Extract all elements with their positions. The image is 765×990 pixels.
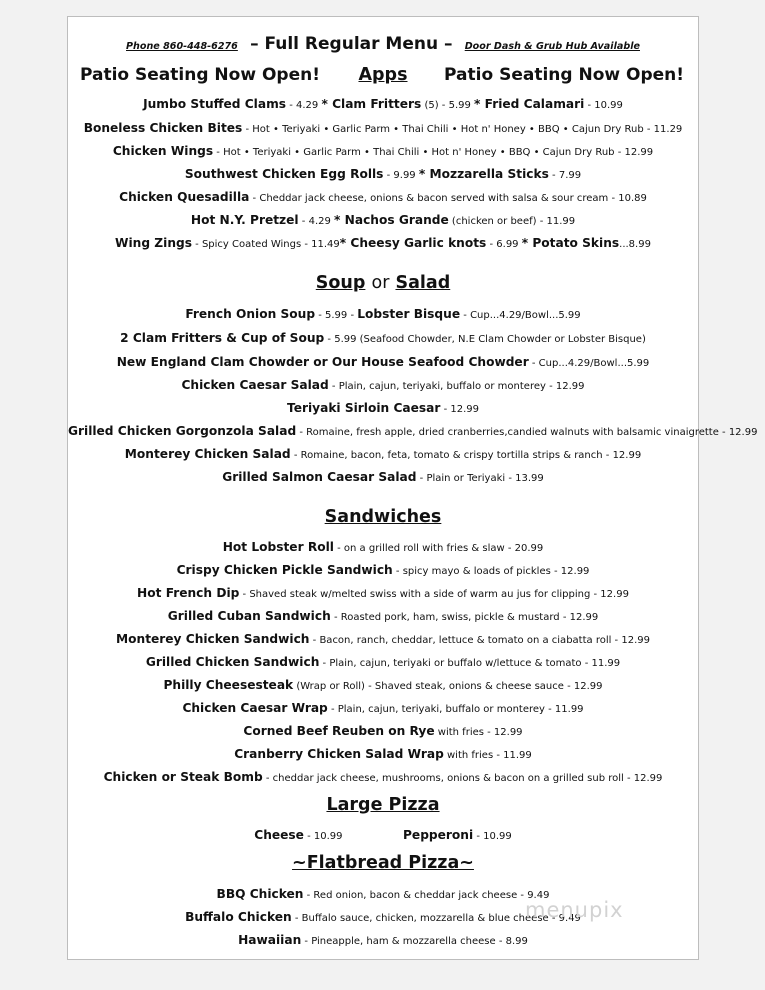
item-name: Chicken Quesadilla xyxy=(119,190,250,204)
item-desc: - cheddar jack cheese, mushrooms, onions & bacon on a grilled sub roll - 12.99 xyxy=(262,773,663,784)
item-desc: - Cheddar jack cheese, onions & bacon served with salsa & sour cream - 10.89 xyxy=(249,193,647,204)
item-name: Boneless Chicken Bites xyxy=(83,121,243,135)
item-desc: - Roasted pork, ham, swiss, pickle & mustard - 12.99 xyxy=(330,612,599,623)
menu-item xyxy=(68,655,698,671)
item-name: * Clam Fritters xyxy=(321,97,422,111)
menu-item xyxy=(68,190,698,206)
item-name: Buffalo Chicken xyxy=(185,910,292,924)
item-name: Grilled Chicken Gorgonzola Salad xyxy=(68,424,297,438)
menu-item xyxy=(68,307,698,323)
menu-item xyxy=(68,563,698,579)
item-desc: - 6.99 xyxy=(486,239,522,250)
menu-item xyxy=(68,378,698,394)
patio-note-left: Patio Seating Now Open! xyxy=(80,65,320,85)
item-desc: with fries - 11.99 xyxy=(443,750,532,761)
item-desc: - Plain, cajun, teriyaki, buffalo or monterey - 11.99 xyxy=(327,704,584,715)
item-desc: - 12.99 xyxy=(440,404,479,415)
item-desc: - Spicy Coated Wings - 11.49 xyxy=(191,239,340,250)
item-name: Hawaiian xyxy=(238,933,302,947)
heading-soup: Soup xyxy=(315,273,366,293)
header-line xyxy=(68,34,698,54)
item-name: Grilled Cuban Sandwich xyxy=(167,609,331,623)
item-name: BBQ Chicken xyxy=(216,887,304,901)
item-desc: - Cup...4.29/Bowl...5.99 xyxy=(528,358,650,369)
menu-page xyxy=(67,16,758,960)
menu-item xyxy=(68,167,698,183)
item-name: Chicken Caesar Salad xyxy=(181,378,329,392)
menu-item xyxy=(68,609,698,625)
menu-item xyxy=(68,401,698,417)
watermark: menupix xyxy=(525,898,624,922)
item-name: Pepperoni xyxy=(403,828,474,842)
menu-item xyxy=(68,724,698,740)
item-name: Chicken or Steak Bomb xyxy=(103,770,263,784)
item-desc: - Shaved steak w/melted swiss with a side of warm au jus for clipping - 12.99 xyxy=(239,589,629,600)
item-name: * Potato Skins xyxy=(521,236,620,250)
menu-item xyxy=(68,447,698,463)
menu-item xyxy=(68,678,698,694)
item-desc: - Plain or Teriyaki - 13.99 xyxy=(416,473,544,484)
menu-item xyxy=(68,331,698,347)
patio-note-right: Patio Seating Now Open! xyxy=(444,65,684,85)
item-name: Southwest Chicken Egg Rolls xyxy=(184,167,384,181)
sandwiches-heading: Sandwiches xyxy=(324,507,442,527)
item-name: * Nachos Grande xyxy=(334,213,449,227)
item-name: Cheese xyxy=(254,828,304,842)
item-desc: - Red onion, bacon & cheddar jack cheese - 9.49 xyxy=(303,890,550,901)
item-desc: (chicken or beef) - 11.99 xyxy=(448,216,576,227)
item-name: New England Clam Chowder or Our House Seafood Chowder xyxy=(116,355,529,369)
item-desc: - 4.29 xyxy=(298,216,335,227)
heading-salad: Salad xyxy=(395,273,451,293)
delivery-note: Door Dash & Grub Hub Available xyxy=(464,41,640,52)
item-desc: - Cup...4.29/Bowl...5.99 xyxy=(460,310,581,321)
phone-number: Phone 860-448-6276 xyxy=(126,41,238,52)
item-name: Grilled Chicken Sandwich xyxy=(145,655,320,669)
menu-item xyxy=(68,144,698,160)
item-desc: - Romaine, fresh apple, dried cranberries,candied walnuts with balsamic vinaigrette - 12.99 xyxy=(296,427,758,438)
item-desc: - Plain, cajun, teriyaki, buffalo or monterey - 12.99 xyxy=(328,381,585,392)
item-desc: - 9.99 xyxy=(383,170,419,181)
item-desc: - Romaine, bacon, feta, tomato & crispy tortilla strips & ranch - 12.99 xyxy=(290,450,642,461)
item-desc: - Buffalo sauce, chicken, mozzarella & blue cheese - 9.49 xyxy=(291,913,581,924)
item-name: Jumbo Stuffed Clams xyxy=(143,97,287,111)
menu-item xyxy=(68,97,698,113)
flatbread-heading xyxy=(68,853,698,873)
item-name: Cranberry Chicken Salad Wrap xyxy=(234,747,444,761)
menu-item xyxy=(68,213,698,229)
menu-item xyxy=(68,540,698,556)
item-name: Monterey Chicken Salad xyxy=(124,447,291,461)
item-name: Teriyaki Sirloin Caesar xyxy=(287,401,441,415)
menu-item xyxy=(68,632,698,648)
item-desc: - Pineapple, ham & mozzarella cheese - 8.99 xyxy=(301,936,528,947)
item-desc: - 10.99 xyxy=(584,100,623,111)
item-desc: - 5.99 (Seafood Chowder, N.E Clam Chowder or Lobster Bisque) xyxy=(324,334,646,345)
item-desc: - 4.29 xyxy=(286,100,322,111)
menu-item xyxy=(68,355,698,371)
item-desc: - spicy mayo & loads of pickles - 12.99 xyxy=(392,566,590,577)
item-desc: - 7.99 xyxy=(548,170,582,181)
item-name: * Mozzarella Sticks xyxy=(418,167,549,181)
heading-or: or xyxy=(371,273,390,293)
item-name: Crispy Chicken Pickle Sandwich xyxy=(176,563,393,577)
menu-item xyxy=(68,121,698,137)
menu-item xyxy=(68,747,698,763)
item-name: Hot Lobster Roll xyxy=(222,540,334,554)
item-name: Wing Zings xyxy=(115,236,192,250)
item-desc: - 10.99 xyxy=(473,831,512,842)
item-desc: ...8.99 xyxy=(619,239,651,250)
item-name: Corned Beef Reuben on Rye xyxy=(243,724,435,738)
item-name: * Cheesy Garlic knots xyxy=(339,236,487,250)
apps-heading: Apps xyxy=(358,65,408,85)
item-desc: - Hot • Teriyaki • Garlic Parm • Thai Chili • Hot n' Honey • BBQ • Cajun Dry Rub - 11.29 xyxy=(242,124,683,135)
menu-item xyxy=(68,470,698,486)
soup-salad-heading xyxy=(68,273,698,293)
item-name: Chicken Caesar Wrap xyxy=(182,701,328,715)
item-desc: - Bacon, ranch, cheddar, lettuce & tomato on a ciabatta roll - 12.99 xyxy=(309,635,650,646)
item-name: 2 Clam Fritters & Cup of Soup xyxy=(120,331,325,345)
menu-title: – Full Regular Menu – xyxy=(250,34,453,54)
menu-item xyxy=(68,424,758,440)
item-name: * Fried Calamari xyxy=(474,97,585,111)
large-pizza-heading: Large Pizza xyxy=(326,795,440,815)
flatbread-heading-text: ~Flatbread Pizza~ xyxy=(292,853,474,873)
item-desc: - Hot • Teriyaki • Garlic Parm • Thai Chili • Hot n' Honey • BBQ • Cajun Dry Rub - 12.99 xyxy=(213,147,654,158)
item-desc: - Plain, cajun, teriyaki or buffalo w/lettuce & tomato - 11.99 xyxy=(319,658,621,669)
item-desc: (5) - 5.99 xyxy=(421,100,475,111)
menu-item xyxy=(68,701,698,717)
menu-item xyxy=(68,933,698,949)
item-desc: (Wrap or Roll) - Shaved steak, onions & cheese sauce - 12.99 xyxy=(293,681,603,692)
menu-item xyxy=(68,770,698,786)
item-name: Philly Cheesesteak xyxy=(163,678,294,692)
item-desc: with fries - 12.99 xyxy=(434,727,523,738)
menu-item xyxy=(68,236,698,252)
menu-item xyxy=(68,828,698,844)
item-name: Monterey Chicken Sandwich xyxy=(116,632,310,646)
item-name: French Onion Soup xyxy=(185,307,316,321)
item-name: Grilled Salmon Caesar Salad xyxy=(222,470,417,484)
item-name: Hot N.Y. Pretzel xyxy=(190,213,299,227)
item-name: Hot French Dip xyxy=(137,586,240,600)
item-name: Lobster Bisque xyxy=(357,307,461,321)
menu-item xyxy=(68,586,698,602)
item-desc: - 5.99 - xyxy=(315,310,358,321)
item-desc: - 10.99 xyxy=(303,831,343,842)
item-name: Chicken Wings xyxy=(112,144,214,158)
item-desc: - on a grilled roll with fries & slaw - 20.99 xyxy=(333,543,544,554)
